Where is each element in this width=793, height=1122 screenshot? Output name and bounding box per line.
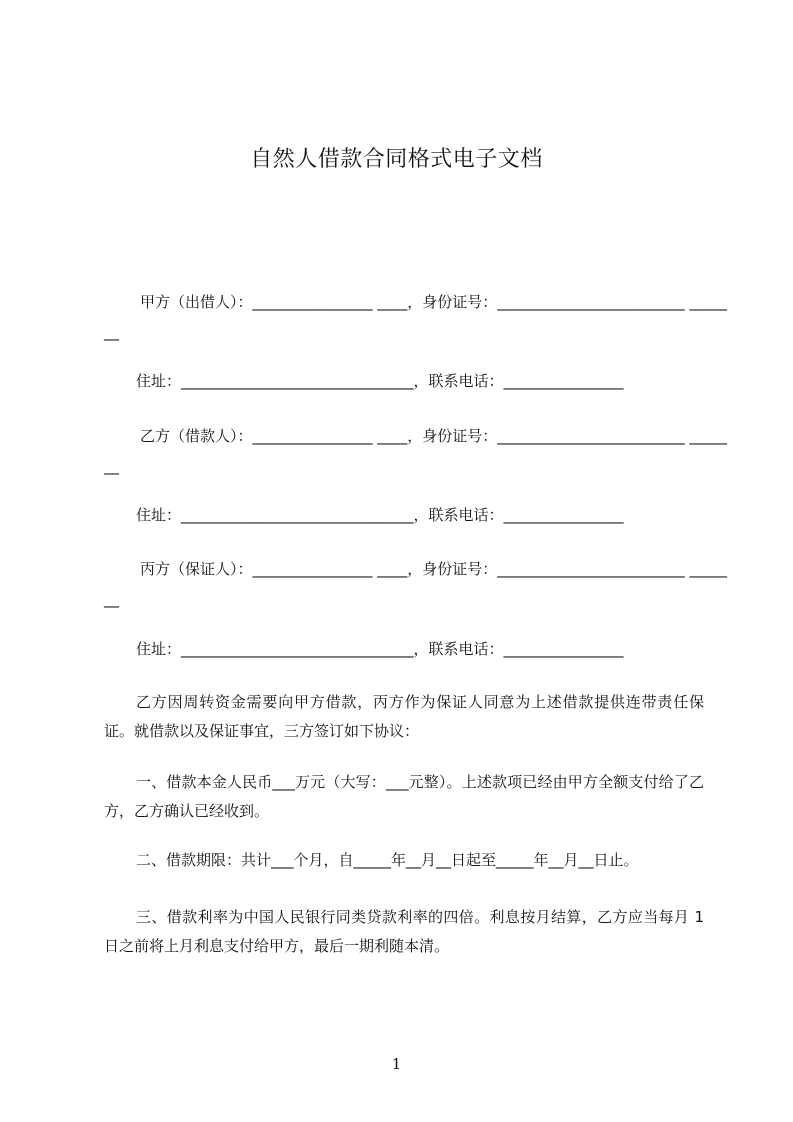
party-c-guarantor-line: 丙方（保证人）：________________ ____，身份证号：_________________________ _____ (140, 560, 728, 578)
party-b-borrower-line: 乙方（借款人）：________________ ____，身份证号：_________________________ _____ (140, 427, 728, 445)
page-number: 1 (391, 1055, 402, 1073)
clause-1-paragraph: 一、借款本金人民币___万元（大写：___元整）。上述款项已经由甲方全额支付给了乙方，乙方确认已经收到。 (104, 773, 704, 820)
party-c-guarantor-line-continued: __ (104, 590, 119, 608)
document-title: 自然人借款合同格式电子文档 (250, 147, 543, 172)
clause-2-paragraph: 二、借款期限：共计___个月，自_____年__月__日起至_____年__月__日止。 (136, 851, 639, 869)
clause-3-paragraph: 三、借款利率为中国人民银行同类贷款利率的四倍。利息按月结算，乙方应当每月 1 日之前将上月利息支付给甲方，最后一期利随本清。 (104, 908, 704, 955)
party-a-lender-line-continued: __ (104, 323, 119, 341)
party-a-address-line: 住址：_______________________________，联系电话：________________ (136, 372, 624, 390)
intro-paragraph: 乙方因周转资金需要向甲方借款，丙方作为保证人同意为上述借款提供连带责任保证。就借款以及保证事宜，三方签订如下协议： (104, 693, 704, 740)
party-c-address-line: 住址：_______________________________，联系电话：________________ (136, 640, 624, 658)
party-b-address-line: 住址：_______________________________，联系电话：________________ (136, 506, 624, 524)
party-a-lender-line: 甲方（出借人）：________________ ____，身份证号：_________________________ _____ (140, 293, 728, 311)
party-b-borrower-line-continued: __ (104, 457, 119, 475)
